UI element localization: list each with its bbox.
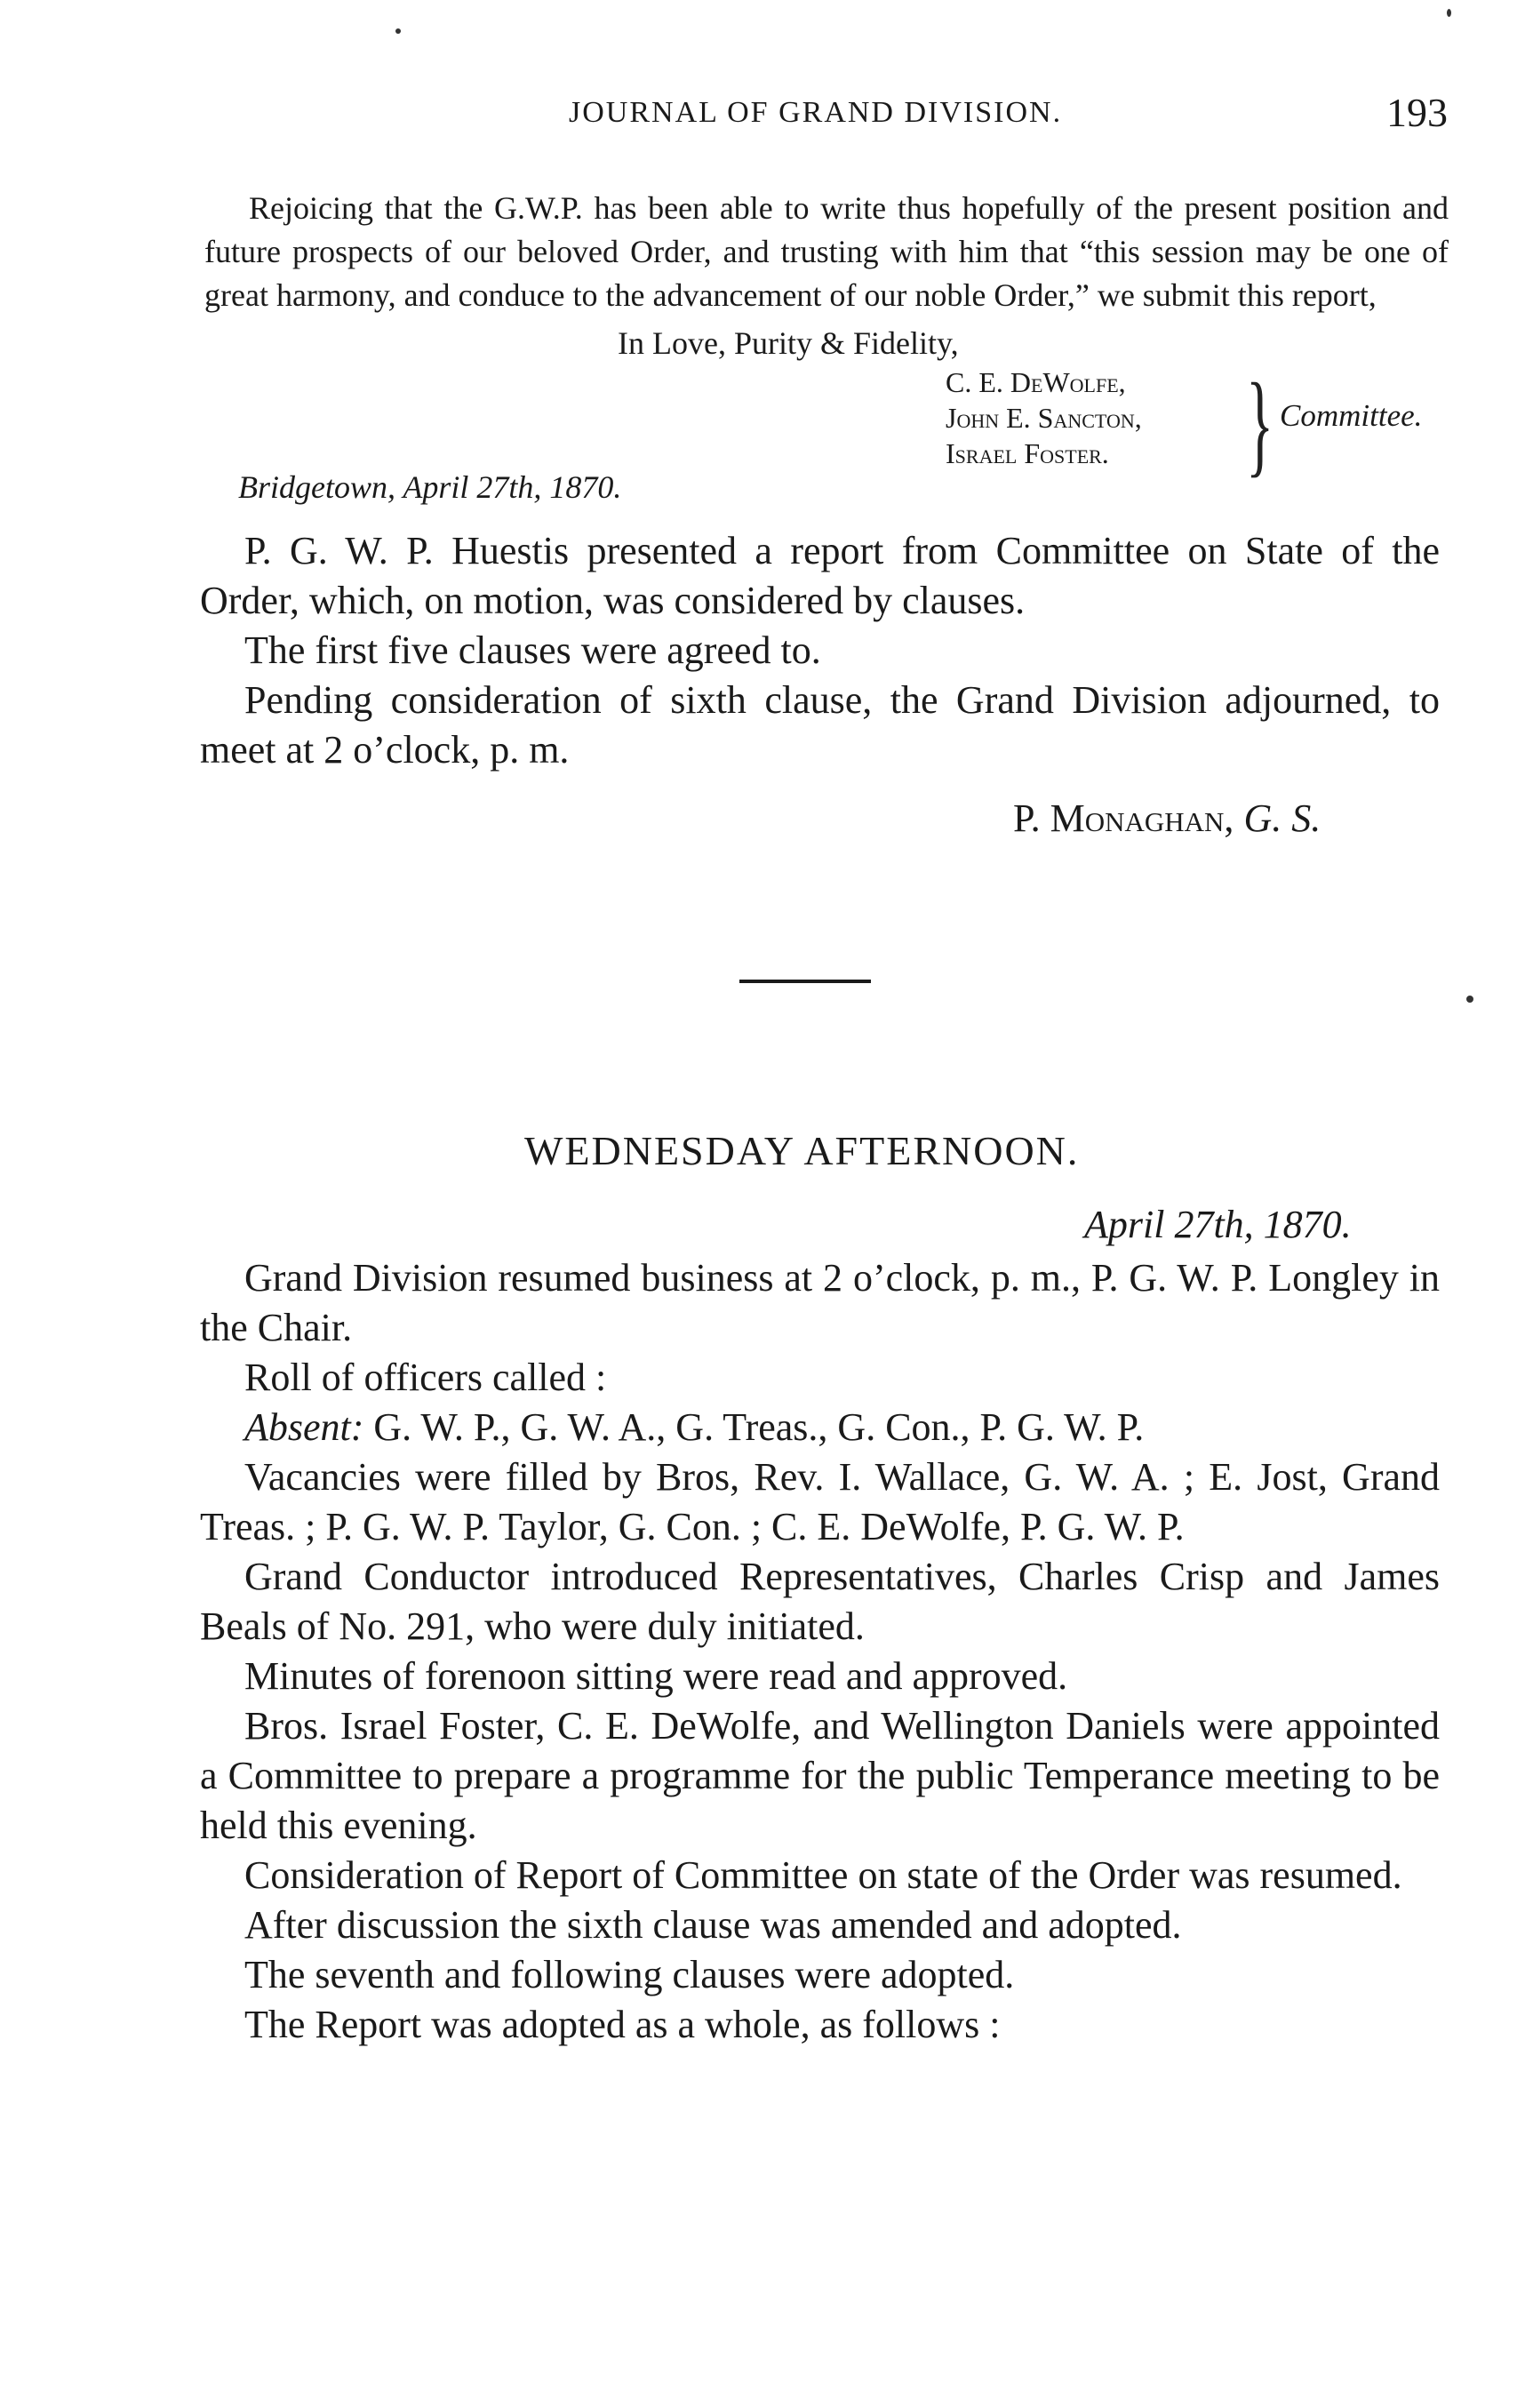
paragraph-absent	[200, 1403, 1440, 1452]
section-date: April 27th, 1870.	[1084, 1203, 1352, 1246]
signatory-1: C. E. DeWolfe,	[946, 366, 1126, 398]
speck	[395, 28, 401, 34]
paragraph: The Report was adopted as a whole, as follows :	[244, 2003, 1001, 2046]
section-divider	[739, 980, 871, 983]
paragraph: Grand Conductor introduced Representatives, Charles Crisp and James Beals of No. 291, who were duly initiated.	[200, 1555, 1440, 1648]
afternoon-minutes	[200, 1253, 1440, 2050]
speck	[1447, 9, 1451, 17]
absent-label: Absent:	[244, 1405, 364, 1449]
page-number: 193	[1386, 90, 1448, 135]
running-header: JOURNAL OF GRAND DIVISION.	[569, 96, 1063, 129]
paragraph: After discussion the sixth clause was amended and adopted.	[244, 1903, 1182, 1947]
secretary-signature	[1013, 796, 1321, 841]
morning-minutes	[200, 526, 1440, 775]
paragraph: Bros. Israel Foster, C. E. DeWolfe, and Wellington Daniels were appointed a Committee to prepare a programme for the public Temperance meeting to be held this evening.	[200, 1704, 1440, 1847]
paragraph: The first five clauses were agreed to.	[244, 628, 821, 672]
report-paragraph: Rejoicing that the G.W.P. has been able to write thus hopefully of the present position and future prospects of our beloved Order, and trusting with him that “this session may be one of great harmony, and conduce to the advancement of our noble Order,” we submit this report,	[204, 190, 1449, 313]
paragraph: P. G. W. P. Huestis presented a report from Committee on State of the Order, which, on motion, was considered by clauses.	[200, 529, 1440, 622]
speck	[1466, 996, 1473, 1003]
section-heading: WEDNESDAY AFTERNOON.	[524, 1128, 1080, 1173]
paragraph: Grand Division resumed business at 2 o’clock, p. m., P. G. W. P. Longley in the Chair.	[200, 1256, 1440, 1349]
signature-name: P. Monaghan,	[1013, 796, 1234, 840]
place-date: Bridgetown, April 27th, 1870.	[238, 469, 622, 505]
paragraph: Roll of officers called :	[244, 1356, 607, 1399]
paragraph: Consideration of Report of Committee on state of the Order was resumed.	[244, 1853, 1402, 1897]
signatory-3: Israel Foster.	[946, 437, 1109, 469]
report-closing: In Love, Purity & Fidelity,	[618, 325, 959, 361]
paragraph: Vacancies were filled by Bros, Rev. I. Wallace, G. W. A. ; E. Jost, Grand Treas. ; P. G. W. P. Taylor, G. Con. ; C. E. DeWolfe, P. G. W. P.	[200, 1455, 1440, 1548]
paragraph: The seventh and following clauses were adopted.	[244, 1953, 1015, 1996]
committee-label: Committee.	[1280, 398, 1423, 433]
signature-title: G. S.	[1243, 796, 1321, 840]
brace-symbol: }	[1246, 360, 1274, 488]
report-conclusion	[204, 187, 1449, 317]
signatory-2: John E. Sancton,	[946, 402, 1142, 434]
paragraph: Pending consideration of sixth clause, the Grand Division adjourned, to meet at 2 o’clock, p. m.	[200, 678, 1440, 772]
paragraph: Minutes of forenoon sitting were read and approved.	[244, 1654, 1068, 1698]
absent-list: G. W. P., G. W. A., G. Treas., G. Con., P. G. W. P.	[363, 1405, 1145, 1449]
